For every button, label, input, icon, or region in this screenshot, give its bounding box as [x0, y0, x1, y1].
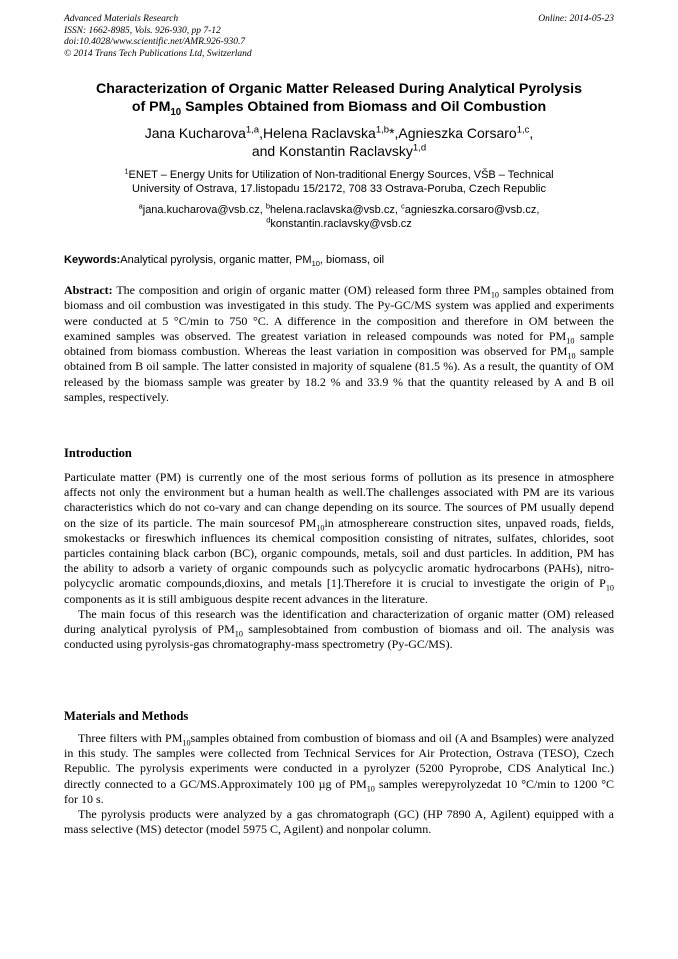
- abstract-subscript: 10: [567, 351, 576, 361]
- keywords-subscript: 10: [311, 259, 320, 269]
- online-date: Online: 2014-05-23: [538, 14, 614, 24]
- email-mark: c: [400, 201, 405, 211]
- paper-title: [50, 80, 628, 116]
- body-subscript: 10: [182, 738, 191, 748]
- author-affil-mark: 1,d: [412, 142, 427, 154]
- author-name: ,Helena Raclavska: [259, 125, 376, 141]
- affil-mark: 1: [124, 166, 129, 176]
- body-text: in atmosphereare construction sites, unpaved roads, fields, smokestacks or fireswhich influences its chemical composition consisting of nitrates, sulfates, chlorides, soot particles containing black carbon (BC), organic compounds, metals, soil and dust particles. In addition, PM has the ability to adsorb a variety of organic compounds such as polycyclic aromatic hydrocarbons (PAHs), nitro-polycyclic aromatic compounds,dioxins, and metals [1].Therefore it is crucial to investigate the origin of P: [64, 515, 614, 591]
- journal-name: Advanced Materials Research: [64, 14, 179, 24]
- body-text: samples obtained from combustion of biomass and oil (A and Bsamples) were analyzed in this study. The samples were collected from Technical Services for Air Protection, Ostrava (TESO), Czech Republic. The pyrolysis experiments were conducted in a pyrolyzer (5200 Pyroprobe, CDS Analytical Inc.) directly connected to a GC/MS.Approximately 100 µg of PM: [64, 731, 614, 791]
- author-separator: ,: [529, 125, 534, 141]
- abstract-text: samples obtained from biomass and oil combustion was investigated in this study. The Py-GC/MS system was applied and experiments were conducted at 5 °C/min to 750 °C. A difference in the composition and therefore in OM between the examined samples was observed. The greatest variation in released compounds was noted for PM: [64, 283, 614, 343]
- title-text: Samples Obtained from Biomass and Oil Combustion: [181, 99, 547, 115]
- abstract-subscript: 10: [490, 290, 499, 300]
- author-name: Jana Kucharova: [144, 125, 246, 141]
- keywords-text: , biomass, oil: [319, 254, 385, 266]
- introduction-section: [64, 470, 614, 652]
- author-line-2: [50, 142, 628, 160]
- keywords-text: Analytical pyrolysis, organic matter, PM: [120, 254, 312, 266]
- email-mark: d: [266, 215, 271, 225]
- abstract-label: Abstract:: [64, 283, 113, 297]
- body-text: Three filters with PM: [78, 731, 183, 745]
- affiliation-text: ENET – Energy Units for Utilization of Non-traditional Energy Sources, VŠB – Technical: [128, 169, 554, 181]
- email-mark: b: [265, 201, 270, 211]
- title-text: of PM: [131, 99, 171, 115]
- author-emails: [50, 203, 628, 231]
- abstract-text: The composition and origin of organic matter (OM) released form three PM: [112, 283, 491, 297]
- journal-copyright: © 2014 Trans Tech Publications Ltd, Switzerland: [64, 48, 252, 59]
- journal-doi: doi:10.4028/www.scientific.net/AMR.926-930.7: [64, 37, 246, 47]
- methods-heading: Materials and Methods: [64, 709, 189, 723]
- email-text: jana.kucharova@vsb.cz,: [142, 204, 266, 216]
- keywords-label: Keywords:: [64, 254, 121, 266]
- methods-paragraph-2: The pyrolysis products were analyzed by a gas chromatograph (GC) (HP 7890 A, Agilent) equipped with a mass selective (MS) detector (model 5975 C, Agilent) and nonpolar column.: [64, 807, 614, 837]
- body-subscript: 10: [234, 629, 243, 639]
- methods-section: [64, 731, 614, 837]
- author-name: Agnieszka Corsaro: [398, 125, 517, 141]
- email-text: helena.raclavska@vsb.cz,: [269, 204, 401, 216]
- body-text: Particulate matter (PM) is currently one of the most serious forms of pollution as its presence in atmosphere affects not only the environment but a human health as well.The challenges associated with PM are its various characteristics which do not co-vary and can change depending on its source. The sources of PM usually depend on the size of its particle. The main sourcesof PM: [64, 470, 614, 530]
- intro-paragraph-2: [64, 607, 614, 653]
- keywords: [64, 253, 614, 267]
- email-line-1: [50, 203, 628, 217]
- body-subscript: 10: [605, 583, 614, 593]
- author-affil-mark: 1,a: [245, 124, 260, 136]
- author-affil-mark: 1,b: [375, 124, 390, 136]
- methods-paragraph-1: [64, 731, 614, 807]
- affiliation-line-2: University of Ostrava, 17.listopadu 15/2172, 708 33 Ostrava-Poruba, Czech Republic: [132, 183, 546, 195]
- email-text: konstantin.raclavsky@vsb.cz: [270, 218, 412, 230]
- body-subscript: 10: [366, 784, 375, 793]
- body-text: The main focus of this research was the identification and characterization of organic matter (OM) released during analytical pyrolysis of PM: [64, 606, 614, 637]
- intro-paragraph-1: [64, 470, 614, 607]
- title-line-1: Characterization of Organic Matter Released During Analytical Pyrolysis: [96, 81, 582, 97]
- abstract-subscript: 10: [566, 336, 575, 346]
- author-list: [50, 124, 628, 160]
- affiliation: [50, 168, 628, 196]
- journal-issn: ISSN: 1662-8985, Vols. 926-930, pp 7-12: [64, 25, 221, 36]
- abstract: [64, 283, 614, 405]
- body-text: components as it is still ambiguous despite recent advances in the literature.: [64, 591, 428, 606]
- email-mark: a: [138, 201, 143, 211]
- author-line-1: [50, 124, 628, 142]
- introduction-heading: Introduction: [64, 446, 132, 460]
- journal-header: [64, 14, 252, 60]
- corresponding-mark: *,: [389, 125, 399, 141]
- body-text: samplesobtained from combustion of biomass and oil. The analysis was conducted using pyrolysis-gas chromatography-mass spectrometry (Py-GC/MS).: [64, 622, 614, 652]
- email-line-2: [50, 217, 628, 231]
- body-subscript: 10: [316, 523, 325, 532]
- email-text: agnieszka.corsaro@vsb.cz,: [404, 204, 540, 216]
- affiliation-line-1: [50, 168, 628, 182]
- author-name: and Konstantin Raclavsky: [251, 143, 413, 159]
- abstract-text: sample obtained from B oil sample. The latter consisted in majority of squalene (81.5 %). As a result, the quantity of OM released by the biomass sample was greater by 18.2 % and 33.9 % that the quantity released by A and B oil samples, respectively.: [64, 344, 615, 405]
- abstract-text: sample obtained from biomass combustion. Whereas the least variation in composition was observed for PM: [64, 328, 614, 359]
- title-line-2: [50, 98, 628, 116]
- author-affil-mark: 1,c: [516, 124, 530, 136]
- title-subscript: 10: [170, 106, 182, 118]
- body-text: samples werepyrolyzedat 10 °C/min to 1200 °C for 10 s.: [64, 776, 615, 806]
